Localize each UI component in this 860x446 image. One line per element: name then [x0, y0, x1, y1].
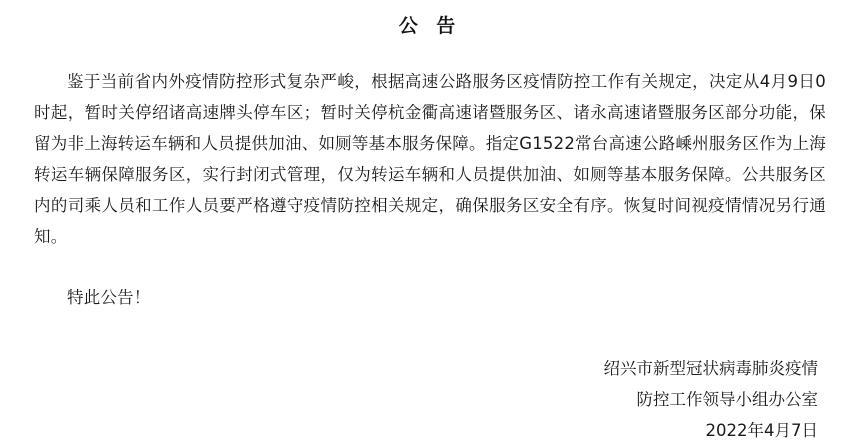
signature-organization-line-1: 绍兴市新型冠状病毒肺炎疫情 — [603, 359, 818, 378]
announcement-document — [0, 12, 860, 446]
signature-block — [34, 353, 826, 446]
paragraph-closing: 特此公告！ — [67, 288, 151, 307]
signature-date: 2022年4月7日 — [705, 421, 818, 440]
document-body — [34, 66, 826, 313]
signature-organization-line-2: 防控工作领导小组办公室 — [636, 390, 818, 409]
page-title: 公 告 — [398, 15, 462, 37]
paragraph-main: 鉴于当前省内外疫情防控形式复杂严峻，根据高速公路服务区疫情防控工作有关规定，决定从4月9日0时起，暂时关停绍诸高速牌头停车区；暂时关停杭金衢高速诸暨服务区、诸永高速诸暨服务区部分功能，保留为非上海转运车辆和人员提供加油、如厕等基本服务保障。指定G1522常台高速公路嵊州服务区作为上海转运车辆保障服务区，实行封闭式管理，仅为转运车辆和人员提供加油、如厕等基本服务保障。公共服务区内的司乘人员和工作人员要严格遵守疫情防控相关规定，确保服务区安全有序。恢复时间视疫情情况另行通知。 — [34, 72, 826, 246]
